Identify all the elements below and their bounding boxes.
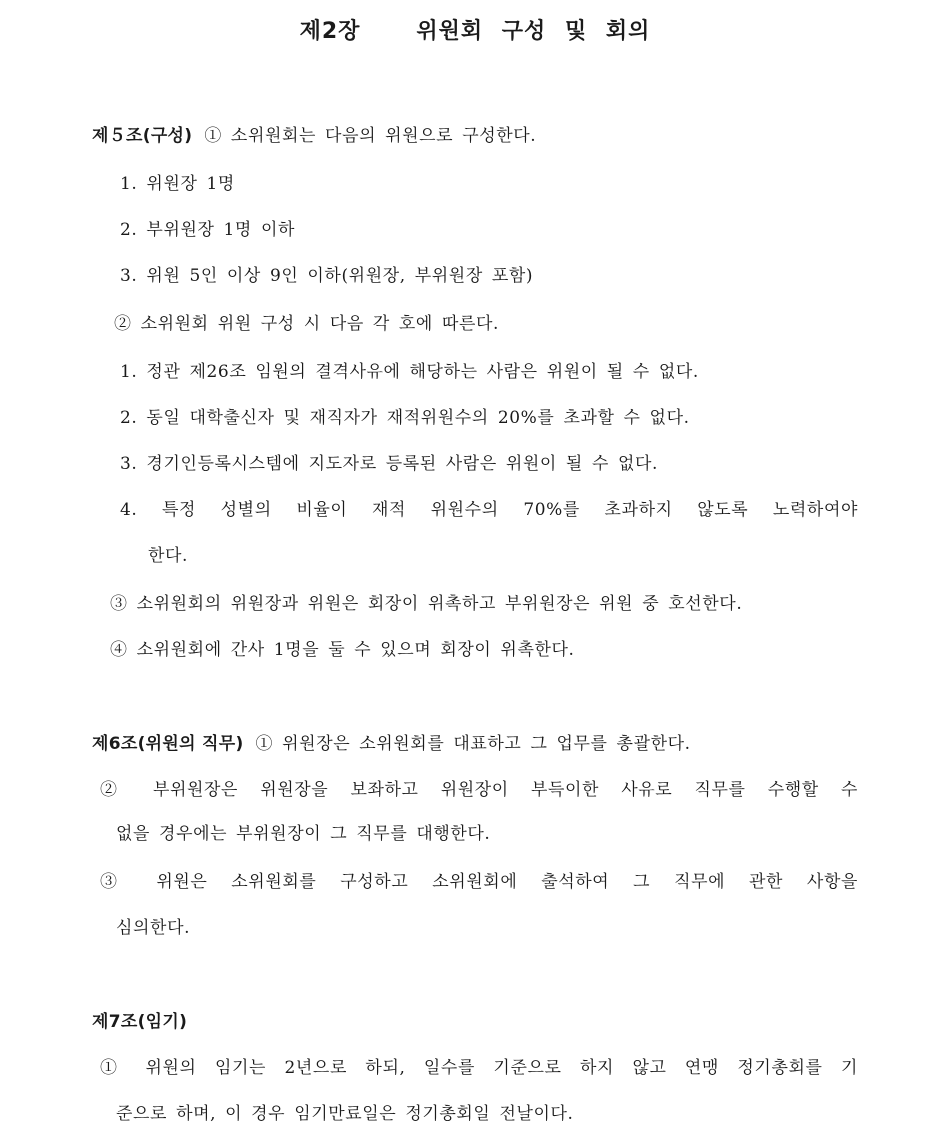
article7-paragraph-1-continued: 준으로 하며, 이 경우 임기만료일은 정기총회일 전날이다. xyxy=(116,1104,574,1124)
article5-item-3: 3. 위원 5인 이상 9인 이하(위원장, 부위원장 포함) xyxy=(120,266,534,286)
article5-item-2: 2. 부위원장 1명 이하 xyxy=(120,220,296,240)
article5-paragraph-4: ④ 소위원회에 간사 1명을 둘 수 있으며 회장이 위촉한다. xyxy=(110,640,575,660)
article7-paragraph-1: ① 위원의 임기는 2년으로 하되, 일수를 기준으로 하지 않고 연맹 정기총회를 기 xyxy=(100,1058,858,1078)
article6-paragraph-2-continued: 없을 경우에는 부위원장이 그 직무를 대행한다. xyxy=(116,824,491,844)
article5-item-1: 1. 위원장 1명 xyxy=(120,174,235,194)
article6-heading: 제6조(위원의 직무) xyxy=(92,734,244,754)
article5-paragraph-2: ② 소위원회 위원 구성 시 다음 각 호에 따른다. xyxy=(114,314,500,334)
article5-paragraph-1: ① 소위원회는 다음의 위원으로 구성한다. xyxy=(204,126,537,146)
article5-subitem-3: 3. 경기인등록시스템에 지도자로 등록된 사람은 위원이 될 수 없다. xyxy=(120,454,659,474)
article7-heading-line xyxy=(92,1010,187,1034)
article7-heading: 제7조(임기) xyxy=(92,1012,188,1032)
article5-subitem-4: 4. 특정 성별의 비율이 재적 위원수의 70%를 초과하지 않도록 노력하여야 xyxy=(120,500,858,520)
article5-subitem-4-continued: 한다. xyxy=(148,546,189,566)
article5-first-line xyxy=(92,124,536,148)
article5-paragraph-3: ③ 소위원회의 위원장과 위원은 회장이 위촉하고 부위원장은 위원 중 호선한다. xyxy=(110,594,743,614)
article6-paragraph-1: ① 위원장은 소위원회를 대표하고 그 업무를 총괄한다. xyxy=(255,734,691,754)
article6-paragraph-3: ③ 위원은 소위원회를 구성하고 소위원회에 출석하여 그 직무에 관한 사항을 xyxy=(100,872,858,892)
chapter-title: 제2장 위원회 구성 및 회의 xyxy=(299,19,651,44)
article6-paragraph-2: ② 부위원장은 위원장을 보좌하고 위원장이 부득이한 사유로 직무를 수행할 수 xyxy=(100,780,858,800)
article5-heading: 제５조(구성) xyxy=(92,126,193,146)
article6-first-line xyxy=(92,732,691,756)
article6-paragraph-3-continued: 심의한다. xyxy=(116,918,191,938)
article5-subitem-1: 1. 정관 제26조 임원의 결격사유에 해당하는 사람은 위원이 될 수 없다. xyxy=(120,362,699,382)
article5-subitem-2: 2. 동일 대학출신자 및 재직자가 재적위원수의 20%를 초과할 수 없다. xyxy=(120,408,690,428)
